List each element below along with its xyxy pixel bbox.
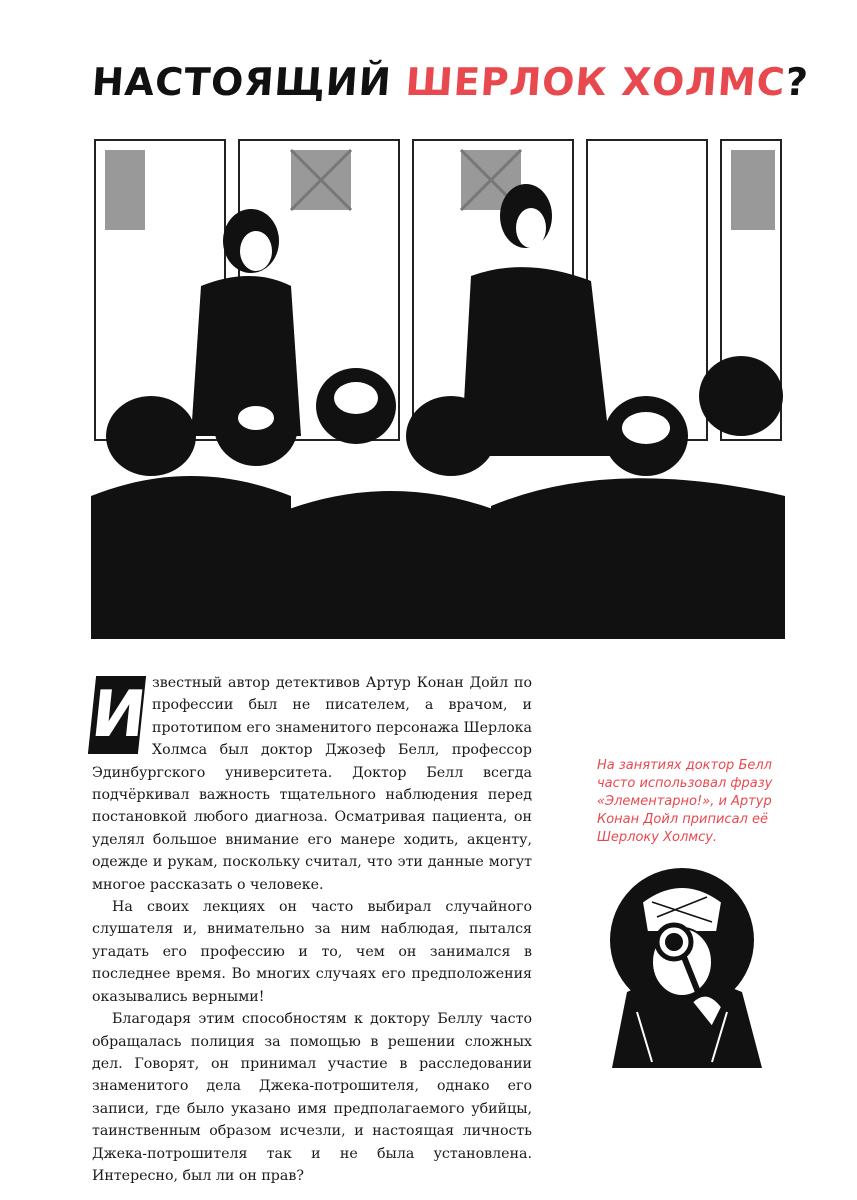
- dropcap-letter: И: [88, 678, 150, 752]
- holmes-magnifier-illustration: [582, 862, 782, 1068]
- article-body: [88, 672, 532, 1187]
- paragraph-1-text: звестный автор детективов Артур Конан Дойл по профессии был не писателем, а врачом, и прототипом его знаменитого персонажа Шерлока Холмса был доктор Джозеф Белл, профессор Эдинбургского университета. Доктор Белл всегда подчёркивал важность тщательного наблюдения перед постановкой любого диагноза. Осматривая пациента, он уделял большое внимание его манере ходить, акценту, одежде и рукам, поскольку считал, что эти данные могут многое рассказать о человеке.: [92, 675, 532, 893]
- paragraph-1: [88, 672, 532, 896]
- lecture-illustration: [91, 136, 785, 639]
- paragraph-2: На своих лекциях он часто выбирал случайного слушателя и, внимательно за ним наблюдая, пытался угадать его профессию и то, чем он занимался в последнее время. Во многих случаях его предположения оказывались верными!: [92, 899, 532, 1005]
- title-prefix: НАСТОЯЩИЙ: [90, 60, 394, 104]
- paragraph-3: Благодаря этим способностям к доктору Беллу часто обращалась полиция за помощью в решении сложных дел. Говорят, он принимал участие в расследовании знаменитого дела Джека-потрошителя, однако его записи, где было указано имя предполагаемого убийцы, таинственным образом исчезли, и настоящая личность Джека-потрошителя так и не была установлена. Интересно, был ли он прав?: [92, 1011, 532, 1184]
- title-accent: ШЕРЛОК ХОЛМС: [404, 60, 788, 104]
- lecture-hall-drawing: [91, 136, 785, 639]
- page-title: [90, 60, 810, 104]
- sidenote: На занятиях доктор Белл часто использовал фразу «Элементарно!», и Артур Конан Дойл приписал её Шерлоку Холмсу.: [597, 758, 773, 845]
- title-suffix: ?: [784, 60, 811, 104]
